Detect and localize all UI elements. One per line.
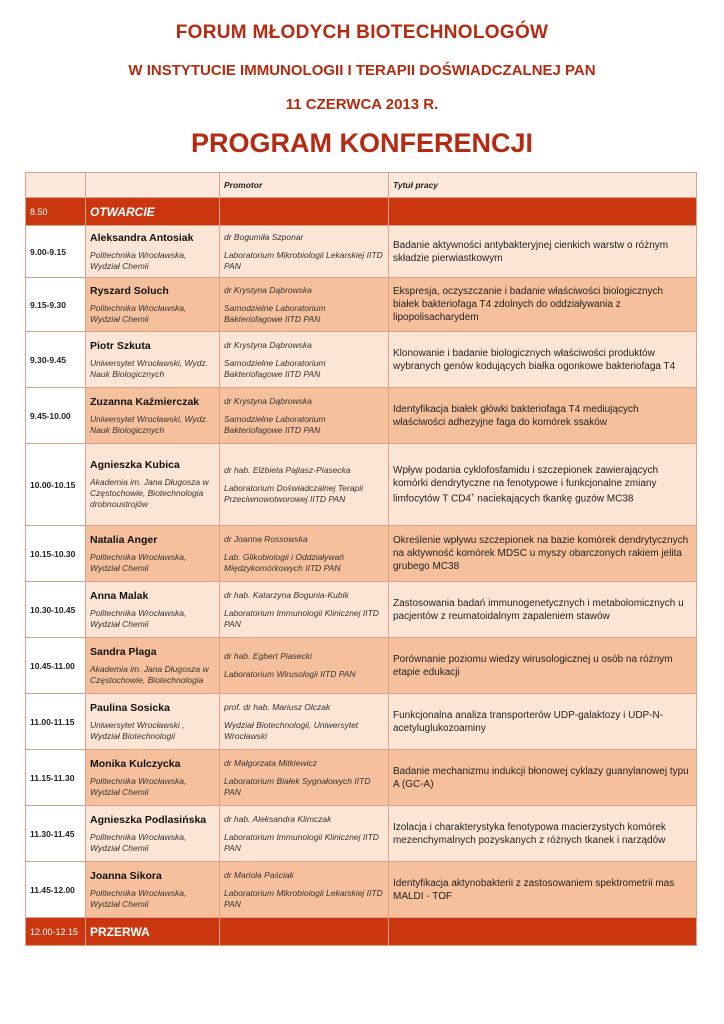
title-text: Funkcjonalna analiza transporterów UDP-galaktozy i UDP-N-acetyluglukozoaminy: [393, 709, 664, 734]
break-filler: [389, 918, 697, 946]
promotor-cell: [220, 750, 389, 806]
promotor-name: dr Bogumiła Szponar: [224, 231, 304, 242]
time-slot: 11.00-11.15: [26, 694, 86, 750]
break-label: PRZERWA: [86, 918, 220, 946]
table-row: [26, 278, 697, 332]
time-slot: 10.45-11.00: [26, 638, 86, 694]
speaker-cell: [86, 806, 220, 862]
promotor-cell: [220, 806, 389, 862]
talk-title: [393, 821, 692, 847]
promotor-lab: Wydział Biotechnologii, Uniwersytet Wrocławski: [224, 719, 359, 741]
time-slot: 10.00-10.15: [26, 444, 86, 526]
table-row: [26, 332, 697, 388]
time-slot: 11.15-11.30: [26, 750, 86, 806]
header-title: FORUM MŁODYCH BIOTECHNOLOGÓW: [175, 22, 549, 43]
speaker-affiliation: Akademia im. Jana Długosza w Częstochowie, Biotechnologia: [90, 663, 209, 685]
title-cell: [389, 638, 697, 694]
speaker-affiliation: Uniwersytet Wrocławski, Wydz. Nauk Biologicznych: [90, 413, 209, 435]
promotor-name: dr Mariola Paściak: [224, 869, 294, 880]
speaker-cell: [86, 862, 220, 918]
speaker-affiliation: Politechnika Wrocławska, Wydział Chemii: [90, 302, 187, 324]
presentation-rows: [26, 226, 697, 918]
header-cell-promotor: Promotor: [220, 173, 389, 198]
speaker-name: Ryszard Soluch: [90, 284, 169, 297]
title-text: Badanie mechanizmu indukcji błonowej cyklazy guanylanowej typu A (GC-A): [393, 765, 689, 790]
speaker-name: Aleksandra Antosiak: [90, 231, 194, 244]
promotor-lab: Samodzielne Laboratorium Bakteriofagowe IITD PAN: [224, 413, 326, 435]
speaker-affiliation: Politechnika Wrocławska, Wydział Chemii: [90, 831, 187, 853]
table-row: [26, 750, 697, 806]
promotor-lab: Laboratorium Mikrobiologii Lekarskiej IITD PAN: [224, 887, 383, 909]
promotor-name: prof. dr hab. Mariusz Olczak: [224, 701, 331, 712]
speaker-affiliation: Politechnika Wrocławska, Wydział Chemii: [90, 249, 187, 271]
speaker-name: Paulina Sosicka: [90, 701, 170, 714]
promotor-cell: [220, 638, 389, 694]
title-text: Identyfikacja białek główki bakteriofaga T4 mediujących właściwości adhezyjne faga do komórek ssaków: [393, 403, 639, 428]
promotor-name: dr hab. Aleksandra Klimczak: [224, 813, 332, 824]
speaker-name: Natalia Anger: [90, 533, 158, 546]
promotor-lab: Lab. Glikobiologii i Oddziaływań Międzykomórkowych IITD PAN: [224, 551, 345, 573]
speaker-cell: [86, 278, 220, 332]
promotor-name: dr Krystyna Dąbrowska: [224, 284, 312, 295]
speaker-cell: [86, 444, 220, 526]
table-row: [26, 694, 697, 750]
speaker-cell: [86, 694, 220, 750]
promotor-lab: Laboratorium Doświadczalnej Terapii Przeciwnowotworowej IITD PAN: [224, 482, 364, 504]
speaker-cell: [86, 226, 220, 278]
speaker-affiliation: Uniwersytet Wrocławski , Wydział Biotechnologii: [90, 719, 185, 741]
speaker-name: Piotr Szkuta: [90, 339, 151, 352]
promotor-cell: [220, 278, 389, 332]
title-superscript: +: [470, 492, 475, 499]
speaker-cell: [86, 582, 220, 638]
talk-title: [393, 597, 692, 623]
talk-title: [393, 765, 692, 791]
title-cell: [389, 526, 697, 582]
promotor-name: dr hab. Elżbieta Pajtasz-Piasecka: [224, 464, 351, 475]
title-cell: [389, 862, 697, 918]
promotor-name: dr hab. Egbert Piasecki: [224, 651, 312, 661]
title-cell: [389, 582, 697, 638]
table-row: [26, 444, 697, 526]
promotor-lab: Samodzielne Laboratorium Bakteriofagowe IITD PAN: [224, 302, 326, 324]
page-title: PROGRAM KONFERENCJI: [190, 128, 534, 158]
opening-time: 8.50: [26, 198, 86, 226]
talk-title: [393, 534, 692, 573]
promotor-name: dr Małgorzata Mitkiewicz: [224, 757, 318, 768]
opening-filler: [220, 198, 389, 226]
talk-title: [393, 403, 692, 429]
time-slot: 9.00-9.15: [26, 226, 86, 278]
time-slot: 11.45-12.00: [26, 862, 86, 918]
title-cell: [389, 750, 697, 806]
table-row: [26, 582, 697, 638]
speaker-name: Zuzanna Kaźmierczak: [90, 395, 200, 408]
speaker-name: Anna Malak: [90, 589, 149, 602]
opening-filler: [389, 198, 697, 226]
promotor-lab: Laboratorium Immunologii Klinicznej IITD PAN: [224, 607, 379, 629]
promotor-cell: [220, 388, 389, 444]
header-date: 11 CZERWCA 2013 R.: [285, 96, 439, 113]
title-text: Identyfikacja aktynobakterii z zastosowaniem spektrometrii mas MALDI - TOF: [393, 877, 675, 902]
promotor-cell: [220, 332, 389, 388]
speaker-name: Agnieszka Kubica: [90, 459, 180, 471]
title-cell: [389, 332, 697, 388]
promotor-cell: [220, 226, 389, 278]
talk-title: [393, 653, 692, 679]
promotor-lab: Laboratorium Immunologii Klinicznej IITD PAN: [224, 831, 379, 853]
speaker-affiliation: Politechnika Wrocławska, Wydział Chemii: [90, 887, 187, 909]
promotor-cell: [220, 694, 389, 750]
title-cell: [389, 806, 697, 862]
promotor-cell: [220, 862, 389, 918]
speaker-name: Joanna Sikora: [90, 869, 162, 882]
talk-title: [393, 285, 692, 324]
header-cell-title: Tytuł pracy: [389, 173, 697, 198]
table-row: [26, 638, 697, 694]
speaker-affiliation: Akademia im. Jana Długosza w Częstochowie, Biotechnologia drobnoustrojów: [90, 477, 209, 509]
title-text: Izolacja i charakterystyka fenotypowa macierzystych komórek mezenchymalnych pozyskanych z różnych tkanek i narządów: [393, 821, 666, 846]
talk-title: [393, 709, 692, 735]
opening-row: [26, 198, 697, 226]
talk-title: [393, 877, 692, 903]
promotor-name: dr Joanna Rossowska: [224, 533, 308, 544]
promotor-lab: Laboratorium Mikrobiologii Lekarskiej IITD PAN: [224, 249, 383, 271]
promotor-cell: [220, 582, 389, 638]
time-slot: 10.15-10.30: [26, 526, 86, 582]
speaker-affiliation: Politechnika Wrocławska, Wydział Chemii: [90, 551, 187, 573]
speaker-affiliation: Politechnika Wrocławska, Wydział Chemii: [90, 607, 187, 629]
program-table: [25, 172, 697, 946]
speaker-affiliation: Uniwersytet Wrocławski, Wydz. Nauk Biologicznych: [90, 357, 209, 379]
speaker-cell: [86, 388, 220, 444]
title-cell: [389, 278, 697, 332]
talk-title: [393, 347, 692, 373]
time-slot: 11.30-11.45: [26, 806, 86, 862]
promotor-cell: [220, 526, 389, 582]
table-header-row: [26, 173, 697, 198]
title-cell: [389, 388, 697, 444]
title-text: Ekspresja, oczyszczanie i badanie właściwości biologicznych białek bakteriofaga T4 zdolnych do oddziaływania z lipopolisacharydem: [393, 286, 664, 323]
speaker-affiliation: Politechnika Wrocławska, Wydział Chemii: [90, 775, 187, 797]
header-cell-time: [26, 173, 86, 198]
title-text: Wpływ podania cyklofosfamidu i szczepionek zawierających komórki dendrytyczne na fenotypowe i funkcjonalne zmiany limfocytów T CD4: [393, 464, 659, 505]
table-row: [26, 862, 697, 918]
table-row: [26, 806, 697, 862]
title-text: Określenie wpływu szczepionek na bazie komórek dendrytycznych na aktywność komórek MDSC u myszy obarczonych rakiem jelita grubego MC38: [393, 535, 689, 572]
speaker-name: Monika Kulczycka: [90, 757, 181, 770]
opening-label: OTWARCIE: [86, 198, 220, 226]
promotor-lab: Laboratorium Białek Sygnałowych IITD PAN: [224, 775, 371, 797]
break-row: [26, 918, 697, 946]
break-filler: [220, 918, 389, 946]
title-text: Badanie aktywności antybakteryjnej cienkich warstw o różnym składzie pierwiastkowym: [393, 239, 669, 264]
title-text: Klonowanie i badanie biologicznych właściwości produktów wybranych genów kodujących białka ogonkowe bakteriofaga T4: [393, 347, 676, 372]
speaker-name: Sandra Plaga: [90, 645, 157, 658]
time-slot: 9.15-9.30: [26, 278, 86, 332]
speaker-name: Agnieszka Podlasińska: [90, 813, 207, 826]
table-row: [26, 226, 697, 278]
title-cell: [389, 226, 697, 278]
talk-title: [393, 239, 692, 265]
promotor-cell: [220, 444, 389, 526]
table-row: [26, 388, 697, 444]
speaker-cell: [86, 332, 220, 388]
title-cell: [389, 444, 697, 526]
title-text-end: naciekających tkankę guzów MC38: [474, 493, 634, 505]
talk-title: [393, 464, 692, 505]
break-time: 12.00-12.15: [26, 918, 86, 946]
promotor-name: dr Krystyna Dąbrowska: [224, 339, 312, 350]
promotor-name: dr hab. Katarzyna Bogunia-Kubik: [224, 589, 349, 600]
promotor-name: dr Krystyna Dąbrowska: [224, 395, 312, 406]
table-row: [26, 526, 697, 582]
time-slot: 10.30-10.45: [26, 582, 86, 638]
title-text: Zastosowania badań immunogenetycznych i metabolomicznych u pacjentów z reumatoidalnym zapaleniem stawów: [393, 597, 684, 622]
speaker-cell: [86, 526, 220, 582]
speaker-cell: [86, 638, 220, 694]
speaker-cell: [86, 750, 220, 806]
title-text: Porównanie poziomu wiedzy wirusologicznej u osób na różnym etapie edukacji: [393, 653, 673, 678]
time-slot: 9.45-10.00: [26, 388, 86, 444]
promotor-lab: Samodzielne Laboratorium Bakteriofagowe IITD PAN: [224, 357, 326, 379]
promotor-lab: Laboratorium Wirusologii IITD PAN: [224, 669, 356, 679]
header-institute: W INSTYTUCIE IMMUNOLOGII I TERAPII DOŚWIADCZALNEJ PAN: [128, 62, 596, 79]
header-cell-name: [86, 173, 220, 198]
time-slot: 9.30-9.45: [26, 332, 86, 388]
title-cell: [389, 694, 697, 750]
